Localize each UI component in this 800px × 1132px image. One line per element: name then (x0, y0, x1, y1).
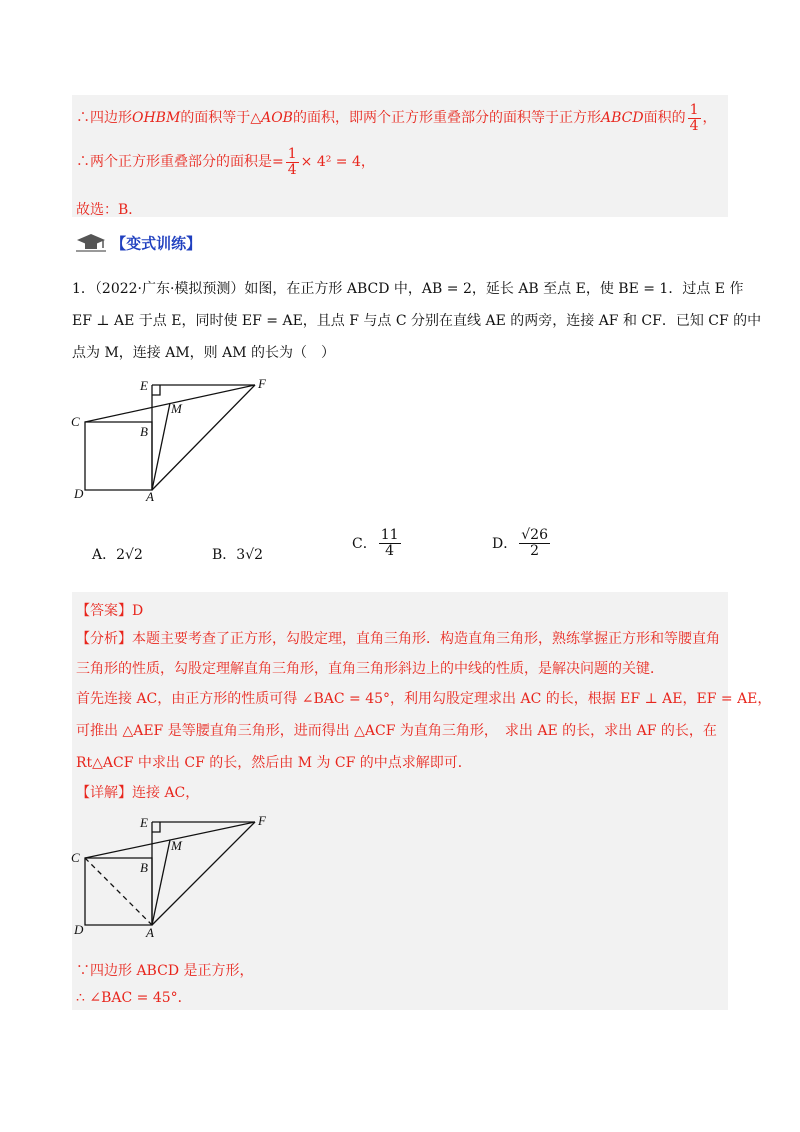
prev-solution-line-3: 故选：B． (76, 202, 143, 218)
label-b: B (140, 424, 148, 439)
graduation-cap-icon (76, 232, 106, 256)
label-d: D (74, 486, 84, 501)
detail-line-1: 【详解】连接 AC， (76, 785, 200, 801)
fraction-one-quarter: $\frac{1}{4}$ (689, 102, 699, 134)
prev-solution-line-1: ∴四边形OHBM的面积等于△AOB的面积，即两个正方形重叠部分的面积等于正方形ABCD面积的 $\frac{1}{4}$ ， (76, 102, 717, 134)
label-e: E (140, 378, 148, 393)
segment-am (152, 403, 170, 490)
label-e: E (140, 815, 148, 830)
option-a[interactable]: A．2√2 (92, 547, 143, 563)
label-c: C (71, 414, 80, 429)
prev-solution-line-2: ∴两个正方形重叠部分的面积是= $\frac{1}{4}$ × 4² = 4， (76, 146, 375, 178)
label-m: M (171, 838, 182, 853)
answer-line: 【答案】D (76, 603, 144, 619)
fraction-one-quarter-2: $\frac{1}{4}$ (287, 146, 297, 178)
analysis-line-5: Rt△ACF 中求出 CF 的长，然后由 M 为 CF 的中点求解即可． (76, 755, 472, 771)
label-a: A (146, 925, 154, 940)
segment-am (152, 840, 170, 925)
analysis-line-4: 可推出 △AEF 是等腰直角三角形，进而得出 △ACF 为直角三角形， 求出 AE 的长，求出 AF 的长，在 (76, 723, 717, 739)
geometry-figure-1 (60, 370, 300, 505)
detail-line-2: ∵四边形 ABCD 是正方形， (76, 963, 254, 979)
analysis-line-1: 【分析】本题主要考查了正方形，勾股定理，直角三角形．构造直角三角形，熟练掌握正方形和等腰直角 (76, 631, 720, 647)
section-title-row (76, 232, 201, 256)
label-a: A (146, 489, 154, 504)
previous-solution-block (72, 95, 728, 217)
segment-af (152, 822, 255, 925)
problem-line-1: 1．（2022·广东·模拟预测）如图，在正方形 ABCD 中，AB = 2，延长 AB 至点 E，使 BE = 1．过点 E 作 (72, 281, 744, 297)
segment-af (152, 385, 255, 490)
option-b[interactable]: B．3√2 (212, 547, 264, 563)
problem-line-2: EF ⊥ AE 于点 E，同时使 EF = AE，且点 F 与点 C 分别在直线 AE 的两旁，连接 AF 和 CF．已知 CF 的中 (72, 313, 762, 329)
option-d[interactable]: D． $\frac{√26}{2}$ (492, 527, 548, 559)
label-c: C (71, 850, 80, 865)
analysis-line-2: 三角形的性质，勾股定理解直角三角形，直角三角形斜边上的中线的性质，是解决问题的关键． (76, 661, 664, 677)
label-d: D (74, 922, 84, 937)
right-angle-mark (152, 385, 160, 395)
label-f: F (258, 813, 266, 828)
detail-line-3: ∴ ∠BAC = 45°． (76, 990, 192, 1006)
right-angle-mark (152, 822, 160, 832)
option-d-fraction: $\frac{√26}{2}$ (521, 527, 548, 559)
label-m: M (171, 401, 182, 416)
analysis-line-3: 首先连接 AC，由正方形的性质可得 ∠BAC = 45°，利用勾股定理求出 AC 的长，根据 EF ⊥ AE，EF = AE， (76, 691, 772, 707)
option-c[interactable]: C． $\frac{11}{4}$ (352, 527, 399, 559)
geometry-figure-2 (60, 810, 300, 940)
answer-block (71, 592, 772, 1010)
label-f: F (258, 376, 266, 391)
section-title: 【变式训练】 (111, 234, 202, 253)
label-b: B (140, 860, 148, 875)
option-c-fraction: $\frac{11}{4}$ (380, 527, 399, 559)
problem-line-3: 点为 M，连接 AM，则 AM 的长为（ ） (72, 345, 336, 361)
